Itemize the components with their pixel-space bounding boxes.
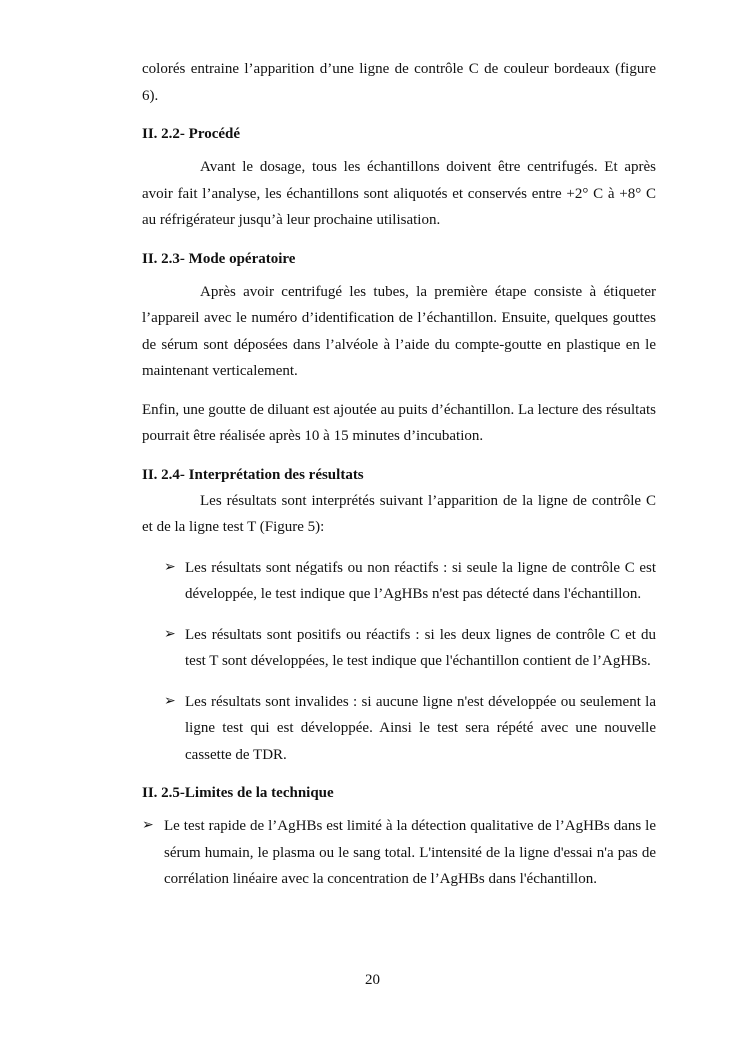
list-item-text: Le test rapide de l’AgHBs est limité à la détection qualitative de l’AgHBs dans le sérum humain, le plasma ou le sang total. L'intensité de la ligne d'essai n'a pas de corrélation linéaire avec la concentration de l’AgHBs dans l'échantillon. (164, 818, 656, 887)
list-item-text: Les résultats sont positifs ou réactifs : si les deux lignes de contrôle C et du test T sont développées, le test indique que l'échantillon contient de l’AgHBs. (185, 626, 656, 669)
procede-paragraph: Avant le dosage, tous les échantillons doivent être centrifugés. Et après avoir fait l’analyse, les échantillons sont aliquotés et conservés entre +2° C à +8° C au réfrigérateur jusqu’à leur prochaine utilisation. (142, 159, 656, 228)
intro-paragraph: colorés entraine l’apparition d’une ligne de contrôle C de couleur bordeaux (figure 6). (142, 61, 656, 104)
list-item-text: Les résultats sont négatifs ou non réactifs : si seule la ligne de contrôle C est développée, le test indique que l’AgHBs n'est pas détecté dans l'échantillon. (185, 559, 656, 602)
interpretation-paragraph: Les résultats sont interprétés suivant l’apparition de la ligne de contrôle C et de la ligne test T (Figure 5): (142, 492, 656, 535)
heading-limites: II. 2.5-Limites de la technique (142, 785, 334, 801)
mode-paragraph-1: Après avoir centrifugé les tubes, la première étape consiste à étiqueter l’appareil avec le numéro d’identification de l’échantillon. Ensuite, quelques gouttes de sérum sont déposées dans l’alvéole à l’aide du compte-goutte en plastique en le maintenant verticalement. (142, 283, 656, 379)
document-page (142, 56, 656, 893)
list-item (142, 689, 656, 769)
heading-procede: II. 2.2- Procédé (142, 126, 241, 142)
list-item (142, 813, 656, 893)
list-item-text: Les résultats sont invalides : si aucune ligne n'est développée ou seulement la ligne test qui est développée. Ainsi le test sera répété avec une nouvelle cassette de TDR. (185, 693, 656, 763)
limites-list (142, 813, 656, 893)
heading-interpretation: II. 2.4- Interprétation des résultats (142, 466, 364, 483)
list-item (142, 622, 656, 675)
arrow-bullet-icon: ➢ (164, 693, 176, 709)
page-number: 20 (365, 972, 380, 988)
list-item (142, 555, 656, 608)
mode-paragraph-2: Enfin, une goutte de diluant est ajoutée au puits d’échantillon. La lecture des résultats pourrait être réalisée après 10 à 15 minutes d’incubation. (142, 401, 656, 444)
arrow-bullet-icon: ➢ (164, 626, 176, 642)
heading-mode-operatoire: II. 2.3- Mode opératoire (142, 250, 296, 267)
interpretation-list (142, 555, 656, 769)
arrow-bullet-icon: ➢ (164, 559, 176, 575)
arrow-bullet-icon: ➢ (142, 818, 154, 833)
